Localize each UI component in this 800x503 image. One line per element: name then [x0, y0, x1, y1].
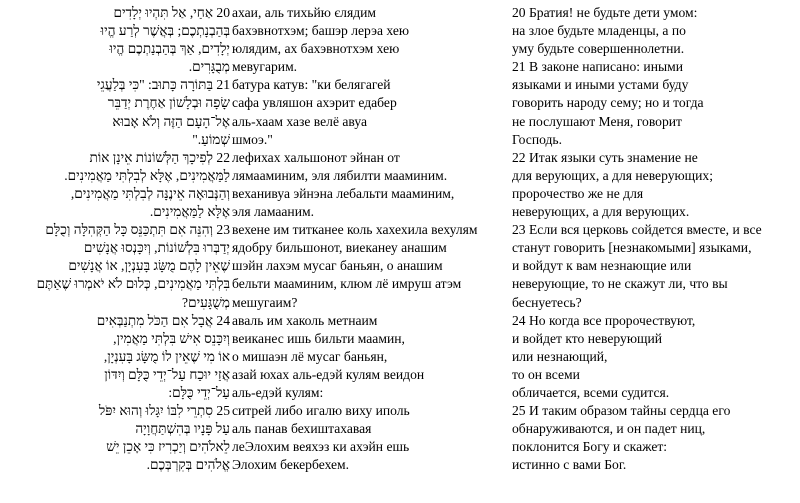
hebrew-line: מְשֻׁגָּעִים?	[182, 294, 230, 310]
transliteration-line: веханивуа эйнэна лебальти мааминим,	[232, 185, 455, 201]
transliteration-line: лефихах хальшонот эйнан от	[232, 149, 400, 165]
russian-line: 22 Итак языки суть знамение не	[512, 149, 698, 165]
russian-line: неверующие, то не скажут ли, что вы	[512, 276, 728, 292]
russian-line: 25 И таким образом тайны сердца его	[512, 403, 731, 419]
russian-line: 23 Если вся церковь сойдется вместе, и все	[512, 222, 762, 238]
transliteration-line: аль-хаам хазе велё авуа	[232, 113, 368, 129]
hebrew-line: 25 סִתְרֵי לִבּוֹ יִגָּלוּ וְהוּא יִפֹּל	[98, 403, 230, 419]
hebrew-line: אֲזַי יוּכַח עַל־יְדֵי כֻּלָּם וְיִדּוֹן	[104, 366, 230, 382]
hebrew-line: שָׂפָה וּבְלָשׁוֹן אַחֶרֶת יְדַבֵּר	[107, 95, 230, 111]
transliteration-line: сафа увляшон ахэрит едабер	[232, 95, 397, 111]
transliteration-line: аль-едэй кулям:	[232, 384, 324, 400]
hebrew-line: 21 בַּתּוֹרָה כָּתוּב: "כִּי בְּלַעֲגֵי	[96, 77, 230, 93]
transliteration-line: ядобру бильшонот, виеканеу анашим	[232, 240, 447, 256]
russian-line: 24 Но когда все пророчествуют,	[512, 312, 696, 328]
transliteration-line: Элохим бекербехем.	[232, 457, 350, 473]
russian-line: то он всеми	[512, 366, 580, 382]
transliteration-line: аваль им хаколь метнаим	[232, 312, 378, 328]
hebrew-line: 24 אֲבָל אִם הַכֹּל מִתְנַבְּאִים	[96, 312, 230, 328]
russian-line: уму будьте совершеннолетни.	[512, 41, 685, 57]
transliteration-line: веиканес ишь бильти маамин,	[232, 330, 405, 346]
transliteration-line: бахэвнотхэм; башэр лерэа хею	[232, 23, 410, 39]
transliteration-line: шэйн лахэм мусаг баньян, о анашим	[232, 258, 443, 274]
russian-line: говорить народу сему; но и тогда	[512, 95, 704, 111]
transliteration-line: вехене им титканее коль хахехила вехулям	[232, 222, 478, 238]
hebrew-line: אֶל־הָעָם הַזֶּה וְלֹא אָבוּא	[112, 113, 230, 129]
transliteration-line: батура катув: "ки белягагей	[232, 77, 391, 93]
russian-line: и войдут к вам незнающие или	[512, 258, 692, 274]
hebrew-line: שֶׁאֵין לָהֶם מֻשָּׂג בָּעִנְיָן, אוֹ אֲנָשִׁים	[68, 258, 230, 274]
hebrew-line: שְׁמוֹעַ."	[192, 131, 230, 147]
hebrew-line: וְהַנְּבוּאָה אֵינֶנָּה לְבִלְתִּי מַאֲמִינִים,	[70, 185, 230, 201]
hebrew-line: 23 וְהִנֵּה אִם תִּתְכַּנֵּס כָּל הַקְּהִלָּה וְכֻלָּם	[45, 222, 230, 238]
transliteration-line: мевугарим.	[232, 59, 298, 75]
russian-line: 20 Братия! не будьте дети умом:	[512, 5, 698, 20]
hebrew-line: בְּהַבְנָתְכֶם; בְּאֲשֶׁר לְרַע הֱיוּ	[100, 23, 230, 39]
russian-line: станут говорить [незнакомыми] языками,	[512, 240, 752, 256]
russian-line: обнаруживаются, и он падет ниц,	[512, 421, 706, 437]
hebrew-line: אֶלָּא לַמַּאֲמִינִים.	[149, 204, 230, 220]
hebrew-line: 20 אַחַי, אַל תִּהְיוּ יְלָדִים	[113, 5, 230, 20]
transliteration-line: о мишаэн лё мусаг баньян,	[232, 348, 388, 364]
russian-line: Господь.	[512, 131, 563, 147]
hebrew-line: עַל־יְדֵי כֻּלָּם:	[168, 384, 230, 400]
russian-line: не послушают Меня, говорит	[512, 113, 682, 129]
russian-line: обличается, всеми судится.	[512, 384, 670, 400]
transliteration-column	[232, 4, 494, 474]
transliteration-line: эля ламааним.	[232, 204, 314, 220]
transliteration-line: юлядим, ах бахэвнотхэм хею	[232, 41, 400, 57]
russian-line: поклонится Богу и скажет:	[512, 439, 668, 455]
transliteration-line: лямааминим, эля лябилти мааминим.	[232, 167, 448, 183]
russian-line: пророчество же не для	[512, 185, 644, 201]
russian-line: 21 В законе написано: иными	[512, 59, 683, 75]
russian-line: беснуетесь?	[512, 294, 582, 310]
russian-line: для верующих, а для неверующих;	[512, 167, 713, 183]
hebrew-line: מְבֻגָּרִים.	[188, 59, 230, 75]
hebrew-line: אֱלֹהִים בְּקִרְבְּכֶם.	[146, 457, 230, 473]
transliteration-line: леЭлохим веяхэз ки ахэйн ешь	[232, 439, 410, 455]
russian-line: или незнающий,	[512, 348, 608, 364]
hebrew-line: יְדַבְּרוּ בִּלְשׁוֹנוֹת, וְיִכָּנְסוּ אֲנָשִׁים	[83, 240, 230, 256]
hebrew-line: לַמַּאֲמִינִים, אֶלָּא לְבִלְתִּי מַאֲמִינִים.	[64, 167, 230, 183]
russian-column	[512, 4, 796, 474]
transliteration-line: аль панав бехиштахавая	[232, 421, 372, 437]
russian-line: неверующих, а для верующих.	[512, 204, 690, 220]
hebrew-line: אוֹ מִי שֶׁאֵין לוֹ מֻשָּׂג בָּעִנְיָן,	[103, 348, 230, 364]
hebrew-line: עַל פָּנָיו בְּהִשְׁתַּחֲוָיָה	[135, 421, 230, 437]
hebrew-line: 22 לְפִיכָךְ הַלְּשׁוֹנוֹת אֵינָן אוֹת	[89, 149, 230, 165]
hebrew-line: יְלָדִים, אַךְ בְּהַבְנַתְכֶם הֱיוּ	[109, 41, 230, 57]
russian-line: языками и иными устами буду	[512, 77, 689, 93]
transliteration-line: бельти мааминим, клюм лё имруш атэм	[232, 276, 462, 292]
hebrew-line: לֵאלֹהִים וְיַכְרִיז כִּי אָכֵן יֵשׁ	[106, 439, 230, 455]
transliteration-line: ситрей либо игалю виху иполь	[232, 403, 410, 419]
russian-line: и войдет кто неверующий	[512, 330, 663, 346]
russian-line: истинно с вами Бог.	[512, 457, 627, 473]
transliteration-line: мешугаим?	[232, 294, 298, 310]
transliteration-line: шмоэ."	[232, 131, 273, 147]
russian-line: на злое будьте младенцы, а по	[512, 23, 686, 39]
transliteration-line: азай юхах аль-едэй кулям веидон	[232, 366, 425, 382]
transliteration-line: ахаи, аль тихьйю єлядим	[232, 5, 376, 20]
hebrew-line: בִּלְתִּי מַאֲמִינִים, כְּלוּם לֹא יֹאמְרוּ שֶׁאַתֶּם	[36, 276, 230, 292]
hebrew-column	[34, 4, 230, 474]
hebrew-line: וְיִכָּנֵס אִישׁ בִּלְתִּי מַאֲמִין,	[113, 330, 230, 346]
